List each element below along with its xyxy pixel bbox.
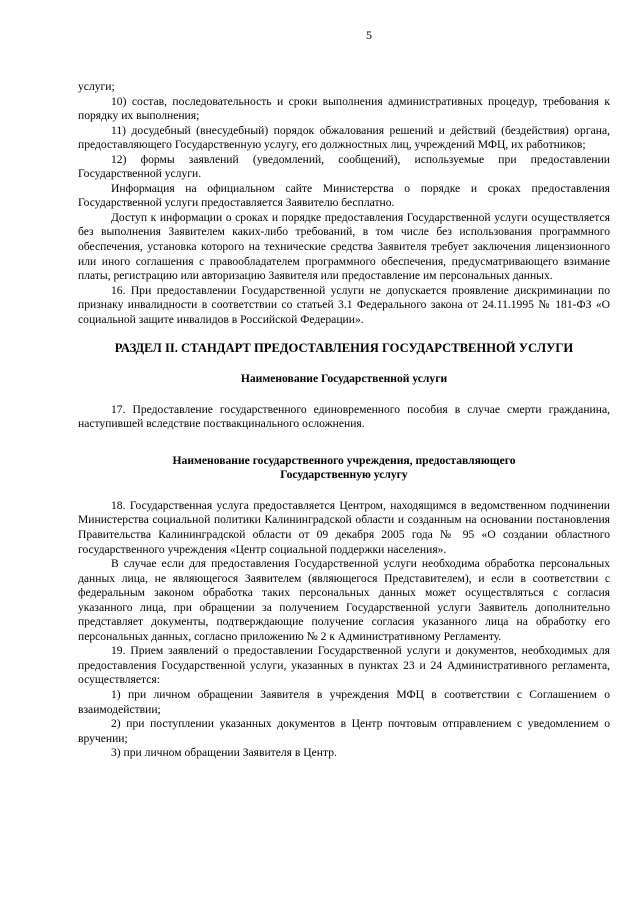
page-number: 5 (366, 28, 372, 42)
section-title: РАЗДЕЛ II. СТАНДАРТ ПРЕДОСТАВЛЕНИЯ ГОСУДАРСТВЕННОЙ УСЛУГИ (114, 341, 574, 356)
paragraph-item-19: 19. Прием заявлений о предоставлении Государственной услуги и документов, необходимых для предоставления Государственной услуги, указанных в пунктах 23 и 24 Административного регламента, осуществляется: (78, 644, 610, 687)
paragraph-item-10: 10) состав, последовательность и сроки выполнения административных процедур, требования к порядку их выполнения; (78, 94, 610, 123)
paragraph-item-18: 18. Государственная услуга предоставляется Центром, находящимся в ведомственном подчинении Министерства социальной политики Калининградской области и созданным на основании постановления Правительства Калининградской области от 09 декабря 2005 года № 95 «О создании областного государственного учреждения «Центр социальной поддержки населения». (78, 498, 610, 556)
subtitle-service-name: Наименование Государственной услуги (240, 372, 448, 386)
document-page (78, 28, 610, 761)
paragraph-site-info: Информация на официальном сайте Министерства о порядке и сроках предоставления Государственной услуги предоставляется Заявителю бесплатно. (78, 181, 610, 210)
paragraph-item-19-2: 2) при поступлении указанных документов в Центр почтовым отправлением с уведомлением о вручении; (78, 717, 610, 745)
paragraph-personal-data: В случае если для предоставления Государственной услуги необходима обработка персональных данных лица, не являющегося Заявителем (являющегося Представителем), и если в соответствии с федеральным законом обработка таких персональных данных может осуществляться с согласия указанного лица, при обращении за получением Государственной услуги Заявитель дополнительно представляет документы, подтверждающие получение согласия указанного лица на обработку его персональных данных, согласно приложению № 2 к Административному Регламенту. (78, 557, 610, 643)
subtitle-institution-line-1: Наименование государственного учреждения, предоставляющего (172, 453, 516, 467)
paragraph-item-17: 17. Предоставление государственного единовременного пособия в случае смерти гражданина, наступившей вследствие поствакцинального осложнения. (78, 402, 610, 431)
paragraph-item-12: 12) формы заявлений (уведомлений, сообщений), используемые при предоставлении Государственной услуги. (78, 152, 610, 181)
paragraph-services-end: услуги; (78, 80, 115, 93)
paragraph-access-info: Доступ к информации о сроках и порядке предоставления Государственной услуги осуществляется без выполнения Заявителем каких-либо требований, в том числе без использования программного обеспечения, установка которого на технические средства Заявителя требует заключения лицензионного или иного соглашения с правообладателем программного обеспечения, предусматривающего взимание платы, регистрацию или авторизацию Заявителя или предоставление им персональных данных. (78, 210, 610, 283)
paragraph-item-11: 11) досудебный (внесудебный) порядок обжалования решений и действий (бездействия) органа, предоставляющего Государственную услугу, его должностных лиц, учреждений МФЦ, их работников; (78, 123, 610, 152)
paragraph-item-16: 16. При предоставлении Государственной услуги не допускается проявление дискриминации по признаку инвалидности в соответствии со статьей 3.1 Федерального закона от 24.11.1995 № 181-ФЗ «О социальной защите инвалидов в Российской Федерации». (78, 283, 610, 326)
paragraph-item-19-3: 3) при личном обращении Заявителя в Центр. (111, 746, 337, 760)
subtitle-institution-line-2: Государственную услугу (280, 468, 408, 482)
paragraph-item-19-1: 1) при личном обращении Заявителя в учреждения МФЦ в соответствии с Соглашением о взаимодействии; (78, 688, 610, 716)
